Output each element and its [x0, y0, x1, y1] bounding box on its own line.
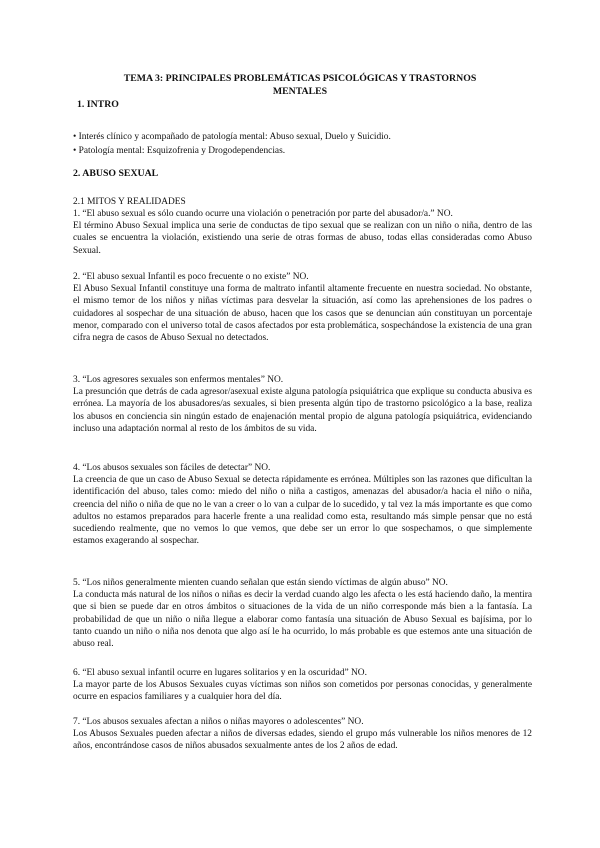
myth-block-5 — [73, 577, 532, 650]
myth-body: El Abuso Sexual Infantil constituye una forma de maltrato infantil altamente frecuente en nuestra sociedad. No obstante, el mismo temor de los niños y niñas víctimas para desvelar la situación, así como las aprehensiones de los padres o cuidadores al sospechar de una situación de abuso, hacen que los casos que se denuncian aún constituyan un porcentaje menor, comparado con el universo total de casos afectados por esta problemática, sospechándose la existencia de una gran cifra negra de casos de Abuso Sexual no detectados. — [73, 284, 532, 344]
myth-title: 3. “Los agresores sexuales son enfermos mentales” NO. — [73, 375, 284, 385]
myth-body: La creencia de que un caso de Abuso Sexual se detecta rápidamente es errónea. Múltiples son las razones que dificultan la identificación del abuso, tales como: miedo del niño o niña a castigos, amenazas del abusador/a hacia el niño o niña, creencia del niño o niña de que no le van a creer o lo van a culpar de lo sucedido, y tal vez la más importante es que como adultos no estamos preparados para hacerle frente a una realidad como esta, resultando más simple pensar que no está sucediendo realmente, que no vemos lo que vemos, que debe ser un error lo que sospechamos, o que simplemente estamos exagerando al sospechar. — [73, 475, 532, 547]
myth-title: 6. “El abuso sexual infantil ocurre en lugares solitarios y en la oscuridad” NO. — [73, 668, 367, 678]
myth-block-1 — [73, 208, 532, 257]
page-title: TEMA 3: PRINCIPALES PROBLEMÁTICAS PSICOLÓGICAS Y TRASTORNOS MENTALES — [123, 73, 477, 97]
myth-body: La mayor parte de los Abusos Sexuales cuyas víctimas son niños son cometidos por personas conocidas, y generalmente ocurre en espacios familiares y a cualquier hora del día. — [73, 680, 532, 703]
myth-body: La conducta más natural de los niños o niñas es decir la verdad cuando algo les afecta o les está haciendo daño, la mentira que si bien se puede dar en otros ámbitos o situaciones de la vida de un niño corresponde más bien a la fantasía. La probabilidad de que un niño o niña llegue a elaborar como fantasía una situación de Abuso Sexual es bajísima, por lo tanto cuando un niño o niña nos denota que algo así le ha ocurrido, lo más probable es que estemos ante una situación de abuso real. — [73, 590, 532, 650]
myth-title: 5. “Los niños generalmente mienten cuando señalan que están siendo víctimas de algún abuso” NO. — [73, 578, 448, 588]
myth-title: 2. “El abuso sexual Infantil es poco frecuente o no existe” NO. — [73, 272, 309, 282]
intro-bullet: • Patología mental: Esquizofrenia y Drogodependencias. — [73, 146, 286, 156]
myth-body: El término Abuso Sexual implica una serie de conductas de tipo sexual que se realizan con un niño o niña, dentro de las cuales se encuentra la violación, existiendo una serie de otras formas de abuso, todas ellas consideradas como Abuso Sexual. — [73, 221, 532, 256]
section-heading-abuso-sexual: 2. ABUSO SEXUAL — [73, 168, 159, 179]
myth-title: 7. “Los abusos sexuales afectan a niños o niñas mayores o adolescentes” NO. — [73, 717, 364, 727]
myth-title: 4. “Los abusos sexuales son fáciles de detectar” NO. — [73, 463, 271, 473]
intro-bullet: • Interés clínico y acompañado de patología mental: Abuso sexual, Duelo y Suicidio. — [73, 132, 391, 142]
myth-block-4 — [73, 462, 532, 547]
myth-block-7 — [73, 716, 532, 753]
subsection-heading: 2.1 MITOS Y REALIDADES — [73, 197, 186, 207]
intro-heading: 1. INTRO — [77, 99, 119, 110]
myth-body: La presunción que detrás de cada agresor/asexual existe alguna patología psiquiátrica que explique su conducta abusiva es errónea. La mayoría de los abusadores/as sexuales, si bien presenta algún tipo de trastorno psicológico a la base, realiza los abusos en conciencia sin ningún estado de enajenación mental propio de alguna patología psiquiátrica, evidenciando incluso una adaptación normal al resto de los ámbitos de su vida. — [73, 387, 532, 434]
myth-title: 1. “El abuso sexual es sólo cuando ocurre una violación o penetración por parte del abusador/a.” NO. — [73, 209, 453, 219]
myth-body: Los Abusos Sexuales pueden afectar a niños de diversas edades, siendo el grupo más vulnerable los niños menores de 12 años, encontrándose casos de niños abusados sexualmente antes de los 2 años de edad. — [73, 729, 532, 752]
myth-block-2 — [73, 271, 532, 344]
myth-block-6 — [73, 667, 532, 704]
myth-block-3 — [73, 374, 532, 435]
